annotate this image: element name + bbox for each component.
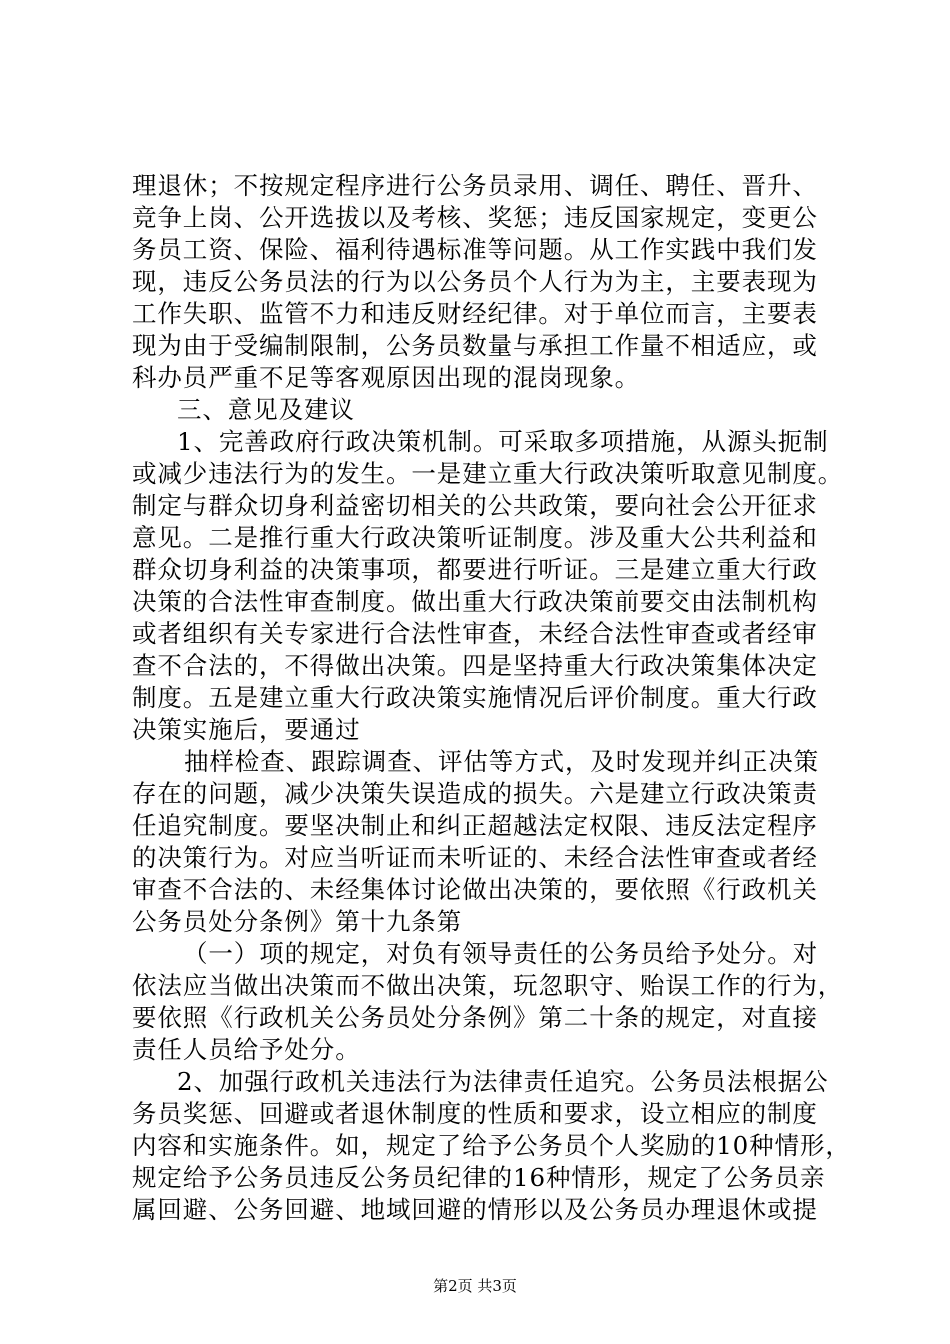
paragraph-line: 务员工资、保险、福利待遇标准等问题。从工作实践中我们发 [132,235,818,264]
paragraph-line: 查不合法的，不得做出决策。四是坚持重大行政决策集体决定 [132,651,818,680]
paragraph-line: 1、完善政府行政决策机制。可采取多项措施，从源头扼制 [177,427,829,456]
section-heading: 三、意见及建议 [177,395,355,424]
paragraph-line: 科办员严重不足等客观原因出现的混岗现象。 [132,363,640,392]
page-number-footer: 第2页 共3页 [433,1277,517,1295]
paragraph-line: 决策的合法性审查制度。做出重大行政决策前要交由法制机构 [132,587,818,616]
paragraph-line: 或减少违法行为的发生。一是建立重大行政决策听取意见制度。 [132,459,844,488]
paragraph-line: 内容和实施条件。如，规定了给予公务员个人奖励的10种情形， [132,1131,851,1160]
paragraph-line: 竞争上岗、公开选拔以及考核、奖惩；违反国家规定，变更公 [132,203,818,232]
paragraph-line: （一）项的规定，对负有领导责任的公务员给予处分。对 [183,939,818,968]
paragraph-line: 规定给予公务员违反公务员纪律的16种情形，规定了公务员亲 [132,1163,826,1192]
paragraph-line: 制度。五是建立重大行政决策实施情况后评价制度。重大行政 [132,683,818,712]
paragraph-line: 依法应当做出决策而不做出决策，玩忽职守、贻误工作的行为， [132,971,844,1000]
paragraph-line: 审查不合法的、未经集体讨论做出决策的，要依照《行政机关 [132,875,818,904]
paragraph-line: 要依照《行政机关公务员处分条例》第二十条的规定，对直接 [132,1003,818,1032]
paragraph-line: 现为由于受编制限制，公务员数量与承担工作量不相适应，或 [132,331,818,360]
paragraph-line: 务员奖惩、回避或者退休制度的性质和要求，设立相应的制度 [132,1099,818,1128]
paragraph-line: 工作失职、监管不力和违反财经纪律。对于单位而言，主要表 [132,299,818,328]
paragraph-line: 任追究制度。要坚决制止和纠正超越法定权限、违反法定程序 [132,811,818,840]
paragraph-line: 的决策行为。对应当听证而未听证的、未经合法性审查或者经 [132,843,818,872]
paragraph-line: 责任人员给予处分。 [132,1035,361,1064]
paragraph-line: 制定与群众切身利益密切相关的公共政策，要向社会公开征求 [132,491,818,520]
paragraph-line: 决策实施后，要通过 [132,715,361,744]
paragraph-line: 群众切身利益的决策事项，都要进行听证。三是建立重大行政 [132,555,818,584]
paragraph-line: 意见。二是推行重大行政决策听证制度。涉及重大公共利益和 [132,523,818,552]
paragraph-line: 或者组织有关专家进行合法性审查，未经合法性审查或者经审 [132,619,818,648]
paragraph-line: 抽样检查、跟踪调查、评估等方式，及时发现并纠正决策 [184,747,819,776]
paragraph-line: 公务员处分条例》第十九条第 [132,907,463,936]
paragraph-line: 理退休；不按规定程序进行公务员录用、调任、聘任、晋升、 [132,171,818,200]
paragraph-line: 现，违反公务员法的行为以公务员个人行为为主，主要表现为 [132,267,818,296]
paragraph-line: 属回避、公务回避、地域回避的情形以及公务员办理退休或提 [132,1195,818,1224]
paragraph-line: 2、加强行政机关违法行为法律责任追究。公务员法根据公 [177,1067,829,1096]
paragraph-line: 存在的问题，减少决策失误造成的损失。六是建立行政决策责 [132,779,818,808]
